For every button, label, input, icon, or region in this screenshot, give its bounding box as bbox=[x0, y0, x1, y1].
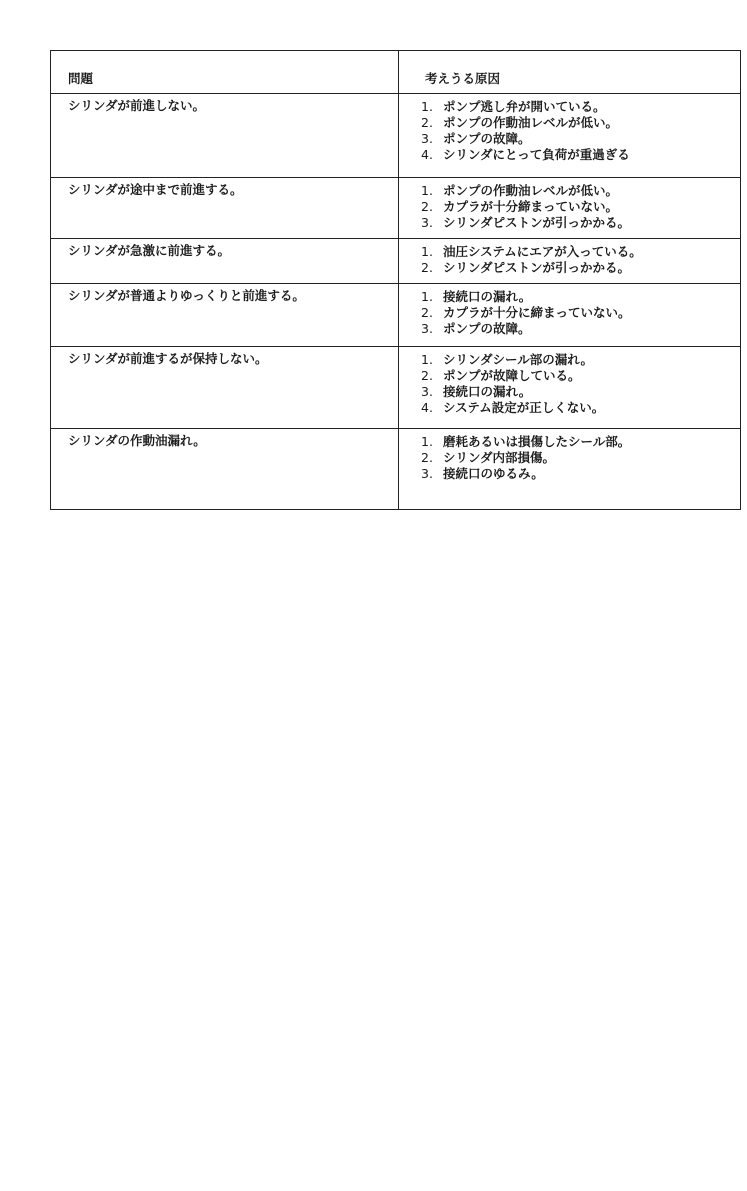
cause-text: ポンプの故障。 bbox=[443, 131, 531, 146]
cause-item bbox=[421, 99, 740, 115]
cause-text: 接続口の漏れ。 bbox=[443, 384, 532, 399]
cause-text: シリンダ内部損傷。 bbox=[443, 450, 556, 465]
causes-cell bbox=[399, 347, 741, 429]
cause-number: 3. bbox=[421, 131, 433, 146]
causes-list bbox=[399, 284, 740, 341]
problem-text: シリンダが前進しない。 bbox=[68, 98, 206, 113]
cause-number: 3. bbox=[421, 215, 433, 230]
cause-number: 1. bbox=[421, 183, 433, 198]
table-header-row bbox=[51, 51, 741, 94]
cause-text: カプラが十分に締まっていない。 bbox=[443, 305, 631, 320]
cause-item bbox=[421, 450, 740, 466]
cause-number: 4. bbox=[421, 400, 433, 415]
problem-text: シリンダが普通よりゆっくりと前進する。 bbox=[68, 288, 305, 303]
cause-item bbox=[421, 147, 740, 163]
problem-cell bbox=[51, 429, 399, 510]
cause-text: 接続口のゆるみ。 bbox=[443, 466, 544, 481]
cause-number: 2. bbox=[421, 260, 433, 275]
cause-text: ポンプの作動油レベルが低い。 bbox=[443, 183, 619, 198]
table-row bbox=[51, 94, 741, 178]
cause-item bbox=[421, 115, 740, 131]
cause-text: 接続口の漏れ。 bbox=[443, 289, 532, 304]
problem-text: シリンダが急激に前進する。 bbox=[68, 243, 231, 258]
cause-number: 1. bbox=[421, 352, 433, 367]
causes-list bbox=[399, 429, 740, 486]
cause-item bbox=[421, 400, 740, 416]
problem-cell bbox=[51, 347, 399, 429]
cause-item bbox=[421, 260, 740, 276]
causes-list bbox=[399, 239, 740, 280]
causes-column-header bbox=[399, 51, 741, 94]
problem-cell bbox=[51, 284, 399, 347]
table-row bbox=[51, 347, 741, 429]
cause-text: シリンダピストンが引っかかる。 bbox=[443, 215, 631, 230]
cause-text: ポンプの作動油レベルが低い。 bbox=[443, 115, 619, 130]
cause-number: 1. bbox=[421, 99, 433, 114]
cause-text: ポンプ逃し弁が開いている。 bbox=[443, 99, 606, 114]
cause-item bbox=[421, 183, 740, 199]
cause-text: シリンダシール部の漏れ。 bbox=[443, 352, 594, 367]
problem-cell bbox=[51, 178, 399, 239]
cause-number: 1. bbox=[421, 434, 433, 449]
causes-header-label: 考えうる原因 bbox=[425, 71, 501, 86]
problem-text: シリンダが前進するが保持しない。 bbox=[68, 351, 268, 366]
table-row bbox=[51, 239, 741, 284]
cause-text: カプラが十分締まっていない。 bbox=[443, 199, 619, 214]
cause-item bbox=[421, 289, 740, 305]
causes-list bbox=[399, 94, 740, 167]
causes-cell bbox=[399, 429, 741, 510]
causes-cell bbox=[399, 284, 741, 347]
cause-number: 1. bbox=[421, 244, 433, 259]
causes-cell bbox=[399, 178, 741, 239]
table-row bbox=[51, 178, 741, 239]
cause-text: ポンプの故障。 bbox=[443, 321, 531, 336]
cause-text: 磨耗あるいは損傷したシール部。 bbox=[443, 434, 631, 449]
cause-text: シリンダにとって負荷が重過ぎる bbox=[443, 147, 630, 162]
cause-item bbox=[421, 466, 740, 482]
cause-item bbox=[421, 321, 740, 337]
cause-text: 油圧システムにエアが入っている。 bbox=[443, 244, 642, 259]
table-row bbox=[51, 429, 741, 510]
problem-column-header bbox=[51, 51, 399, 94]
cause-number: 2. bbox=[421, 115, 433, 130]
problem-header-label: 問題 bbox=[68, 71, 94, 86]
cause-item bbox=[421, 368, 740, 384]
cause-number: 3. bbox=[421, 321, 433, 336]
cause-item bbox=[421, 384, 740, 400]
causes-list bbox=[399, 178, 740, 235]
cause-item bbox=[421, 434, 740, 450]
problem-text: シリンダが途中まで前進する。 bbox=[68, 182, 243, 197]
problem-cell bbox=[51, 94, 399, 178]
cause-number: 3. bbox=[421, 466, 433, 481]
cause-number: 2. bbox=[421, 305, 433, 320]
table-row bbox=[51, 284, 741, 347]
cause-text: ポンプが故障している。 bbox=[443, 368, 581, 383]
troubleshooting-table bbox=[50, 50, 741, 510]
cause-number: 1. bbox=[421, 289, 433, 304]
cause-number: 2. bbox=[421, 450, 433, 465]
causes-cell bbox=[399, 94, 741, 178]
causes-cell bbox=[399, 239, 741, 284]
cause-item bbox=[421, 199, 740, 215]
cause-item bbox=[421, 305, 740, 321]
problem-cell bbox=[51, 239, 399, 284]
cause-item bbox=[421, 244, 740, 260]
cause-text: システム設定が正しくない。 bbox=[443, 400, 605, 415]
cause-number: 4. bbox=[421, 147, 433, 162]
problem-text: シリンダの作動油漏れ。 bbox=[68, 433, 206, 448]
cause-item bbox=[421, 215, 740, 231]
cause-number: 3. bbox=[421, 384, 433, 399]
cause-number: 2. bbox=[421, 199, 433, 214]
cause-item bbox=[421, 352, 740, 368]
cause-item bbox=[421, 131, 740, 147]
cause-text: シリンダピストンが引っかかる。 bbox=[443, 260, 631, 275]
cause-number: 2. bbox=[421, 368, 433, 383]
causes-list bbox=[399, 347, 740, 420]
